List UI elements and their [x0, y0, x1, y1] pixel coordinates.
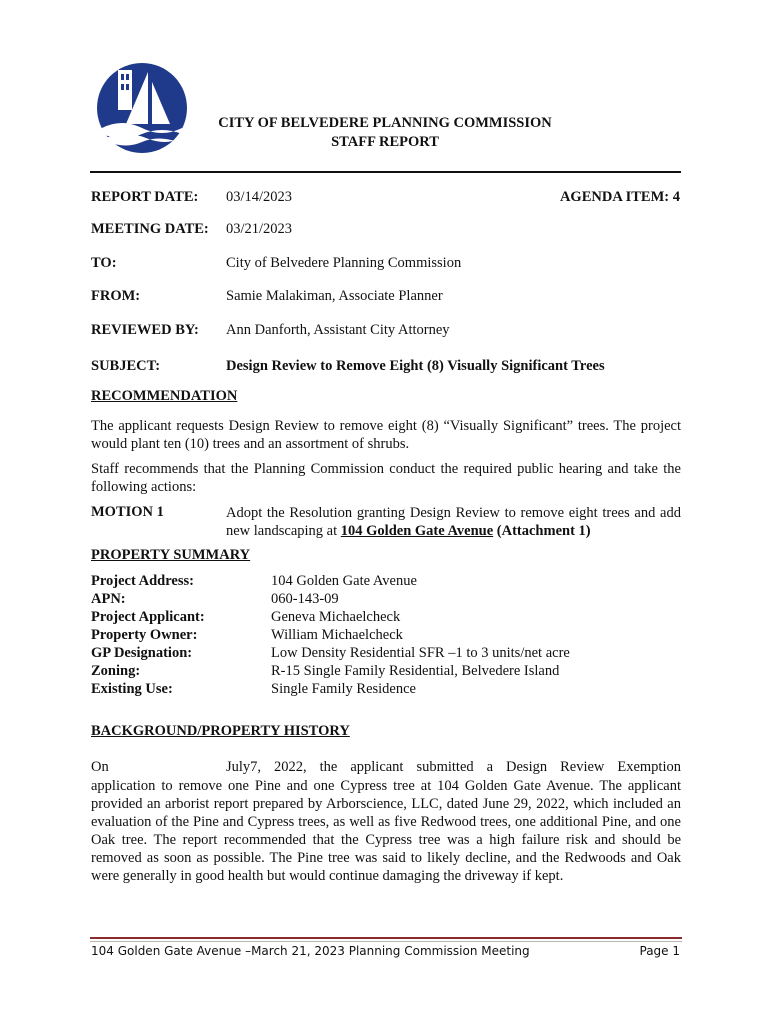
motion-text-main: Adopt the Resolution granting Design Review to remove eight trees and add new landscaping at	[226, 505, 681, 539]
property-label: GP Designation:	[91, 645, 193, 661]
from-value: Samie Malakiman, Associate Planner	[226, 288, 443, 304]
reviewed-label: REVIEWED BY:	[91, 322, 199, 338]
to-label: TO:	[91, 255, 117, 271]
header-divider	[90, 171, 681, 173]
footer-rule-secondary	[90, 941, 682, 942]
from-label: FROM:	[91, 288, 141, 304]
header-line-2: STAFF REPORT	[331, 134, 439, 150]
property-summary-heading: PROPERTY SUMMARY	[91, 547, 251, 563]
recommendation-heading: RECOMMENDATION	[91, 388, 238, 404]
property-label: Property Owner:	[91, 627, 198, 643]
background-on: On	[91, 759, 109, 775]
page-number: Page 1	[639, 944, 680, 958]
property-value: Geneva Michaelcheck	[271, 609, 401, 625]
property-label: Project Applicant:	[91, 609, 205, 625]
footer-rule	[90, 937, 682, 939]
property-value: Low Density Residential SFR –1 to 3 units/net acre	[271, 645, 570, 661]
footer-meeting-info: 104 Golden Gate Avenue –March 21, 2023 Planning Commission Meeting	[91, 944, 530, 958]
background-paragraph: application to remove one Pine and one Cypress tree at 104 Golden Gate Avenue. The applicant provided an arborist report prepared by Arborscience, LLC, dated June 29, 2022, which included an evaluation of the Pine and Cypress trees, as well as five Redwood trees, one additional Pine, and one Oak tree. The report recommended that the Cypress tree was a high failure risk and should be removed as soon as possible. The Pine tree was said to likely decline, and the Redwoods and Oak were generally in good health but would continue damaging the driveway if kept.	[91, 778, 681, 884]
subject-value: Design Review to Remove Eight (8) Visually Significant Trees	[226, 358, 605, 374]
motion-address: 104 Golden Gate Avenue	[340, 523, 494, 539]
property-label: Existing Use:	[91, 681, 173, 697]
report-date-label: REPORT DATE:	[91, 189, 199, 205]
property-label: Zoning:	[91, 663, 141, 679]
property-value: 060-143-09	[271, 591, 339, 607]
background-heading: BACKGROUND/PROPERTY HISTORY	[91, 723, 350, 739]
motion-text	[226, 504, 681, 540]
recommendation-paragraph-2: Staff recommends that the Planning Commission conduct the required public hearing and take the following actions:	[91, 461, 681, 495]
background-first-line: July7, 2022, the applicant submitted a Design Review Exemption	[226, 759, 681, 775]
property-value: Single Family Residence	[271, 681, 416, 697]
property-value: William Michaelcheck	[271, 627, 403, 643]
header-line-1: CITY OF BELVEDERE PLANNING COMMISSION	[218, 115, 552, 131]
motion-attachment: (Attachment 1)	[493, 523, 591, 539]
meeting-date-label: MEETING DATE:	[91, 221, 209, 237]
report-date-value: 03/14/2023	[226, 189, 293, 205]
property-label: APN:	[91, 591, 126, 607]
meeting-date-value: 03/21/2023	[226, 221, 293, 237]
reviewed-value: Ann Danforth, Assistant City Attorney	[226, 322, 450, 338]
property-label: Project Address:	[91, 573, 194, 589]
property-value: 104 Golden Gate Avenue	[271, 573, 417, 589]
recommendation-paragraph-1: The applicant requests Design Review to remove eight (8) “Visually Significant” trees. The project would plant ten (10) trees and an assortment of shrubs.	[91, 418, 681, 452]
property-value: R-15 Single Family Residential, Belvedere Island	[271, 663, 560, 679]
subject-label: SUBJECT:	[91, 358, 161, 374]
to-value: City of Belvedere Planning Commission	[226, 255, 462, 271]
agenda-item: AGENDA ITEM: 4	[559, 189, 680, 205]
motion-label: MOTION 1	[91, 504, 164, 520]
